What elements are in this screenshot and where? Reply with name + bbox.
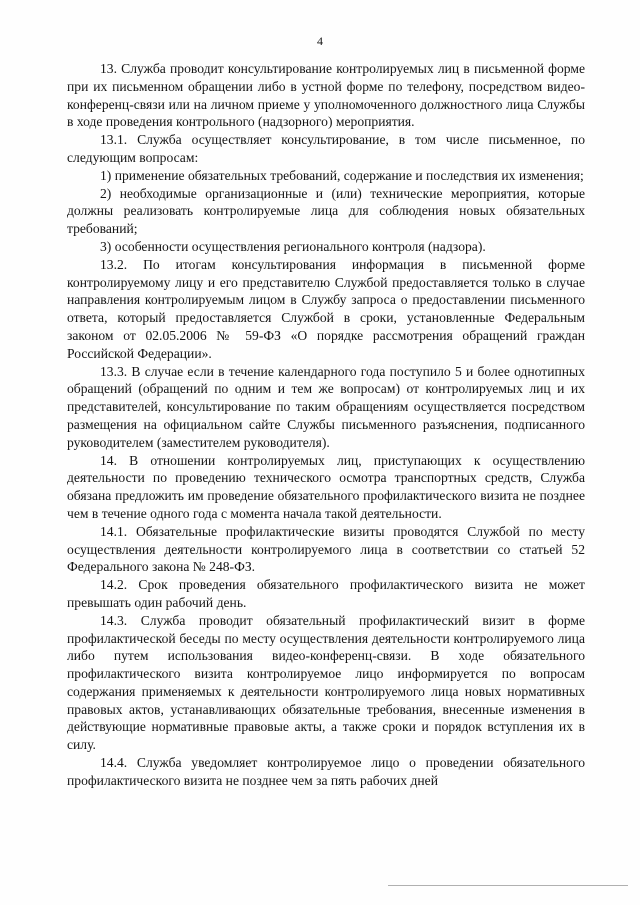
paragraph-14-3: 14.3. Служба проводит обязательный профилактический визит в форме профилактической беседы по месту осуществления деятельности контролируемого лица либо путем использования видео-конференц-связи. В ходе обязательного профилактического визита контролируемое лицо информируется по вопросам содержания применяемых к деятельности контролируемого лица новых нормативных правовых актов, устанавливающих обязательные требования, внесенные изменения в действующие нормативные правовые акты, а также сроки и порядок вступления их в силу. — [67, 612, 585, 753]
list-item-1: 1) применение обязательных требований, содержание и последствия их изменения; — [100, 167, 584, 183]
paragraph-14-2: 14.2. Срок проведения обязательного профилактического визита не может превышать один рабочий день. — [67, 577, 585, 610]
paragraph-13: 13. Служба проводит консультирование контролируемых лиц в письменной форме при их письменном обращении либо в устной форме по телефону, посредством видео-конференц-связи или на личном приеме у уполномоченного должностного лица Службы в ходе проведения контрольного (надзорного) мероприятия. — [67, 61, 585, 130]
paragraph-13-2: 13.2. По итогам консультирования информация в письменной форме контролируемому лицу и его представителю Службой предоставляется только в случае направления контролируемым лицом в Службу запроса о предоставлении письменного ответа, который предоставляется Службой в сроки, установленные Федеральным законом от 02.05.2006 № 59-ФЗ «О порядке рассмотрения обращений граждан Российской Федерации». — [67, 256, 585, 361]
paragraph-14-1: 14.1. Обязательные профилактические визиты проводятся Службой по месту осуществления деятельности контролируемого лица в соответствии со статьей 52 Федерального закона № 248-ФЗ. — [67, 523, 585, 575]
document-body — [67, 60, 585, 790]
paragraph-14-4: 14.4. Служба уведомляет контролируемое лицо о проведении обязательного профилактического визита не позднее чем за пять рабочих дней — [67, 755, 585, 788]
paragraph-14: 14. В отношении контролируемых лиц, приступающих к осуществлению деятельности по проведению технического осмотра транспортных средств, Служба обязана предложить им проведение обязательного профилактического визита не позднее чем в течение одного года с момента начала такой деятельности. — [67, 452, 585, 521]
list-item-3: 3) особенности осуществления регионального контроля (надзора). — [100, 238, 486, 254]
paragraph-13-3: 13.3. В случае если в течение календарного года поступило 5 и более однотипных обращений (обращений по одним и тем же вопросам) от контролируемых лиц и их представителей, консультирование по таким обращениям осуществляется посредством размещения на официальном сайте Службы письменного разъяснения, подписанного руководителем (заместителем руководителя). — [67, 363, 585, 450]
list-item-2: 2) необходимые организационные и (или) технические мероприятия, которые должны реализовать контролируемые лица для соблюдения новых обязательных требований; — [67, 185, 585, 237]
page-bottom-rule — [388, 885, 628, 886]
paragraph-13-1: 13.1. Служба осуществляет консультирование, в том числе письменное, по следующим вопросам: — [67, 132, 585, 165]
page-number: 4 — [317, 34, 323, 48]
